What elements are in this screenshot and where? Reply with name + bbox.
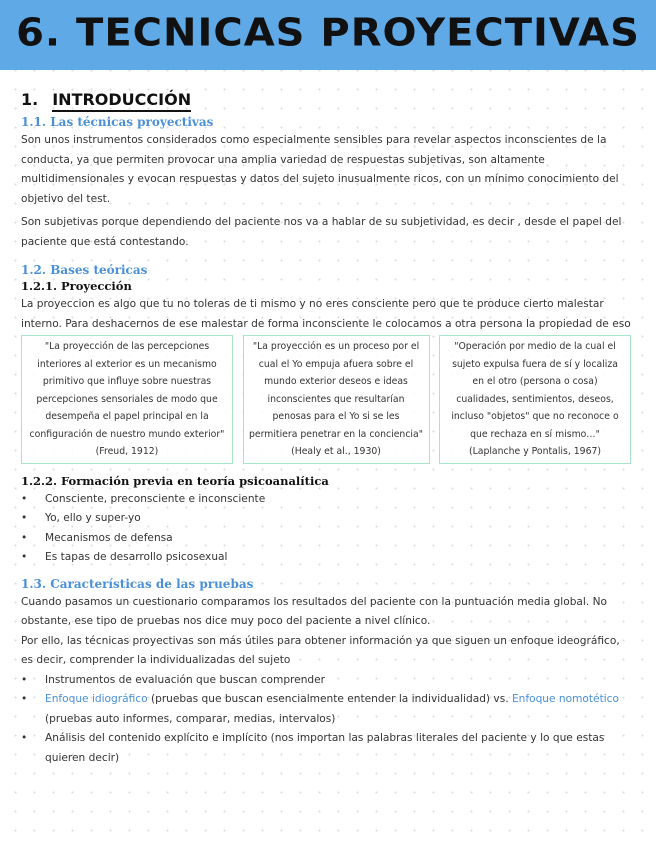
quote-laplanche: "Operación por medio de la cual el sujeto expulsa fuera de sí y localiza en el otro (persona o cosa) cualidades, sentimientos, deseos, incluso "objetos" que no reconoce o que rechaza en sí mismo…" (Laplanche y Pontalis, 1967): [439, 335, 631, 464]
list-item: • Instrumentos de evaluación que buscan comprender: [21, 671, 631, 691]
subheading-formacion-previa: 1.2.2. Formación previa en teoría psicoanalítica: [21, 473, 329, 488]
section-title: INTRODUCCIÓN: [52, 90, 191, 112]
quote-freud: "La proyección de las percepciones interiores al exterior es un mecanismo primitivo que influye sobre nuestras percepciones sensoriales de modo que desempeña el papel principal en la configuración de nuestro mundo exterior" (Freud, 1912): [21, 335, 233, 464]
page-title: 6. TECNICAS PROYECTIVAS: [16, 11, 640, 55]
paragraph-cuestionario: Cuando pasamos un cuestionario comparamos los resultados del paciente con la puntuación media global. No obstante, ese tipo de pruebas nos dice muy poco del paciente a nivel clínico.: [21, 595, 608, 627]
list-item: • Mecanismos de defensa: [21, 529, 631, 549]
caracteristicas-list: [21, 671, 631, 769]
list-item: • Yo, ello y super-yo: [21, 509, 631, 529]
enfoque-idiografico-link[interactable]: Enfoque idiográfico: [45, 693, 148, 705]
formacion-list: [21, 490, 631, 568]
quote-boxes: [21, 335, 631, 464]
enfoque-nomotetico-description: (pruebas auto informes, comparar, medias, intervalos): [45, 712, 336, 725]
section-heading-introduccion: [21, 90, 631, 109]
paragraph-enfoque: Por ello, las técnicas proyectivas son más útiles para obtener información ya que siguen un enfoque ideográfico, es decir, comprender la individualizadas del sujeto: [21, 634, 620, 666]
subheading-tecnicas-proyectivas: 1.1. Las técnicas proyectivas: [21, 115, 214, 129]
enfoque-nomotetico-link[interactable]: Enfoque nomotético: [511, 693, 619, 705]
subheading-proyeccion: 1.2.1. Proyección: [21, 279, 132, 293]
subheading-bases-teoricas: 1.2. Bases teóricas: [21, 263, 148, 277]
list-item: • Consciente, preconsciente e inconsciente: [21, 490, 631, 510]
document-body: [21, 88, 631, 768]
quote-healy: "La proyección es un proceso por el cual el Yo empuja afuera sobre el mundo exterior deseos e ideas inconscientes que resultarían penosas para el Yo si se les permitiera penetrar en la conciencia" (Healy et al., 1930): [243, 335, 430, 464]
paragraph-definicion: Son unos instrumentos considerados como especialmente sensibles para revelar aspectos inconscientes de la conducta, ya que permiten provocar una amplia variedad de respuestas subjetivas, son altamente multidimensionales y evocan respuestas y datos del sujeto inusualmente ricos, con un mínimo conocimiento del objetivo del test.: [21, 134, 619, 205]
enfoque-comparison-text: (pruebas que buscan esencialmente entender la individualidad) vs.: [147, 693, 512, 705]
list-item: • Análisis del contenido explícito e implícito (nos importan las palabras literales del paciente y lo que estas quieren decir): [21, 729, 631, 768]
paragraph-proyeccion: La proyeccion es algo que tu no toleras de ti mismo y no eres consciente pero que te produce cierto malestar interno. Para deshacernos de ese malestar de forma inconsciente le colocamos a otra persona la propiedad de eso: [21, 298, 631, 330]
section-number: 1.: [21, 90, 39, 109]
subheading-caracteristicas: 1.3. Características de las pruebas: [21, 576, 254, 591]
list-item: • Es tapas de desarrollo psicosexual: [21, 548, 631, 568]
paragraph-subjetivas: Son subjetivas porque dependiendo del paciente nos va a hablar de su subjetividad, es decir , desde el papel del paciente que está contestando.: [21, 216, 622, 248]
list-item-enfoques: [21, 690, 631, 729]
